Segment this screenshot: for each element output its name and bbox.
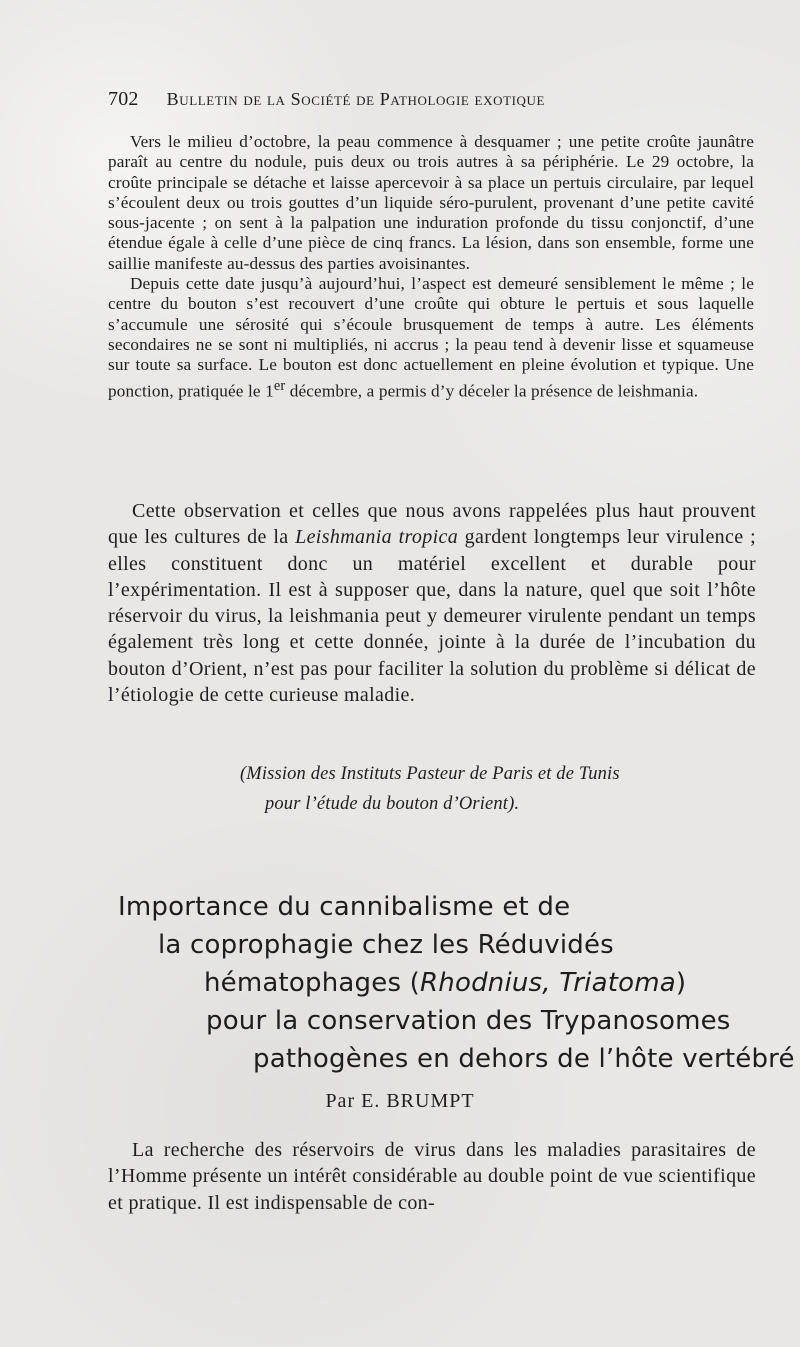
title-line-1: Importance du cannibalisme et de <box>118 892 571 922</box>
signature-line-2: pour l’étude du bouton d’Orient). <box>265 794 520 814</box>
conclusion-text-start: Cette observation et celles que nous avons rappelées plus haut prouvent que les cultures de la <box>108 500 756 549</box>
observation-paragraph-2 <box>108 274 754 402</box>
page-number: 702 <box>108 88 139 110</box>
title-line-5: pathogènes en dehors de l’hôte vertébré <box>253 1044 795 1074</box>
journal-title: Bulletin de la Société de Pathologie exotique <box>166 89 546 109</box>
title-line-3 <box>118 964 768 1002</box>
signature-line-1: (Mission des Instituts Pasteur de Paris et de Tunis <box>240 764 620 784</box>
title-line-4: pour la conservation des Trypanosomes <box>206 1006 731 1036</box>
conclusion-text <box>108 498 756 708</box>
conclusion-text-end: gardent longtemps leur virulence ; elles constituent donc un matériel excellent et durable pour l’expérimentation. Il est à supposer que, dans la nature, quel que soit l’hôte réservoir du virus, la leishmania peut y demeurer virulente pendant un temps également très long et cette donnée, jointe à la durée de l’incubation du bouton d’Orient, n’est pas pour faciliter la solution du problème si délicat de l’étiologie de cette curieuse maladie. <box>108 526 757 707</box>
ordinal-superscript: er <box>273 377 286 394</box>
conclusion-paragraph <box>108 498 756 708</box>
article-title <box>118 888 795 1078</box>
observation-paragraph-2-start: Depuis cette date jusqu’à aujourd’hui, l’aspect est demeuré sensiblement le même ; le centre du bouton s’est recouvert d’une croûte qui obture le pertuis et sous laquelle s’accumule une sérosité qui s’écoule brusquement de temps à autre. Les éléments secondaires ne se sont ni multipliés, ni accrus ; la peau tend à devenir lisse et squameuse sur toute sa surface. Le bouton est donc actuellement en pleine évolution et typique. Une ponction, pratiquée le 1 <box>108 274 754 401</box>
genus-names: Rhodnius, Triatoma <box>420 968 676 998</box>
article-author: Par E. BRUMPT <box>325 1090 475 1112</box>
observation-paragraphs <box>108 132 754 402</box>
title-line-3-prefix: hématophages ( <box>204 968 421 998</box>
observation-paragraph-1: Vers le milieu d’octobre, la peau commence à desquamer ; une petite croûte jaunâtre paraît au centre du nodule, puis deux ou trois autres à sa périphérie. Le 29 octobre, la croûte principale se détache et laisse apercevoir à sa place un pertuis circulaire, par lequel s’écoulent deux ou trois gouttes d’un liquide séro-purulent, provenant d’une petite cavité sous-jacente ; on sent à la palpation une induration profonde du tissu conjonctif, d’une étendue égale à celle d’une pièce de cinq francs. La lésion, dans son ensemble, forme une saillie manifeste au-dessus des parties avoisinantes. <box>108 132 754 273</box>
title-line-2: la coprophagie chez les Réduvidés <box>158 930 614 960</box>
species-name: Leishmania tropica <box>295 526 459 549</box>
mission-signature <box>240 759 760 819</box>
observation-paragraph-2-end: décembre, a permis d’y déceler la présence de leishmania. <box>285 381 699 401</box>
running-head <box>108 88 756 111</box>
introduction-text: La recherche des réservoirs de virus dans les maladies parasitaires de l’Homme présente un intérêt considérable au double point de vue scientifique et pratique. Il est indispensable de con- <box>108 1139 756 1214</box>
introduction-paragraph <box>108 1137 756 1216</box>
title-line-3-suffix: ) <box>675 968 687 998</box>
